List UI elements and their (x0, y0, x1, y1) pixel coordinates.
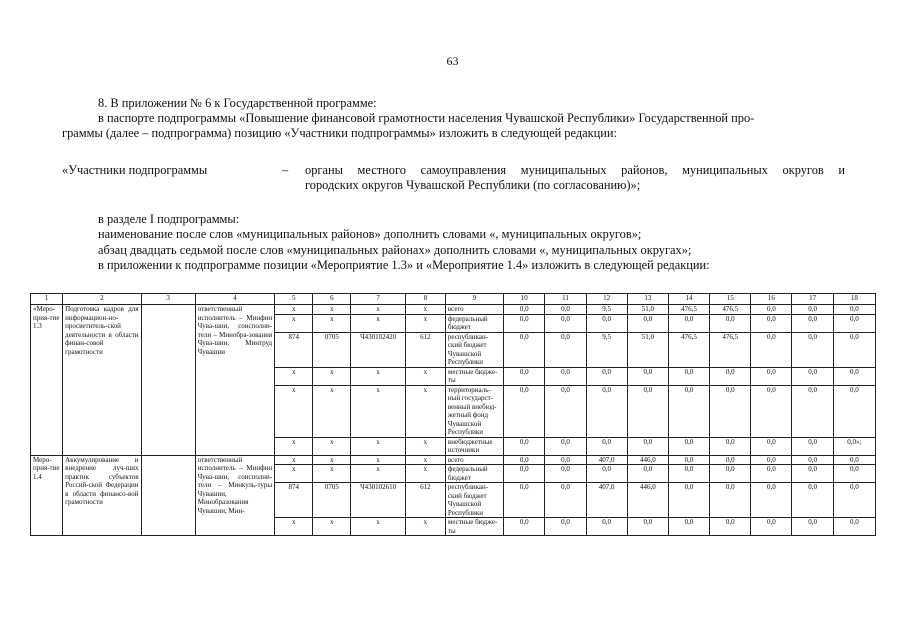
value-cell: 51,0 (627, 332, 668, 367)
value-cell: 0,0 (751, 314, 792, 332)
value-cell: 0,0 (710, 367, 751, 385)
value-cell: 476,5 (668, 305, 709, 315)
header-cell: 7 (351, 294, 405, 305)
table-cell: 0705 (313, 332, 351, 367)
header-cell: 12 (586, 294, 627, 305)
value-cell: 0,0»; (833, 437, 875, 455)
table-cell: x (275, 465, 313, 483)
table-cell: x (313, 367, 351, 385)
table-cell: x (351, 455, 405, 465)
table-cell: x (313, 465, 351, 483)
table-cell: x (405, 367, 445, 385)
table-cell: x (351, 437, 405, 455)
table-cell: x (313, 518, 351, 536)
value-cell: 0,0 (668, 518, 709, 536)
page-number: 63 (446, 54, 459, 68)
table-cell: 874 (275, 483, 313, 518)
value-cell: 0,0 (792, 385, 833, 437)
value-cell: 0,0 (627, 314, 668, 332)
value-cell: 0,0 (792, 314, 833, 332)
value-cell: 0,0 (710, 465, 751, 483)
table-cell: 612 (405, 483, 445, 518)
value-cell: 9,5 (586, 332, 627, 367)
value-cell: 0,0 (833, 483, 875, 518)
value-cell: 0,0 (545, 385, 586, 437)
table-cell: x (351, 385, 405, 437)
measure-name-cell: Подготовка кадров для информацион-но-просветитель-ской деятельности в области финан-совой грамотности (63, 305, 141, 456)
value-cell: 0,0 (751, 367, 792, 385)
value-cell: 0,0 (833, 332, 875, 367)
header-cell: 3 (141, 294, 195, 305)
table-cell: Ч430102420 (351, 332, 405, 367)
measure-name-cell: Аккумулирование и внедрение луч-ших практик субъектов Россий-ской Федерации в области финансо-вой грамотности (63, 455, 141, 536)
value-cell: 0,0 (627, 385, 668, 437)
participants-dash: – (282, 163, 289, 177)
value-cell: 0,0 (545, 314, 586, 332)
header-cell: 11 (545, 294, 586, 305)
value-cell: 0,0 (668, 465, 709, 483)
value-cell: 0,0 (545, 518, 586, 536)
value-cell: 9,5 (586, 305, 627, 315)
value-cell: 0,0 (586, 367, 627, 385)
table-header-row (31, 294, 876, 305)
value-cell: 0,0 (545, 305, 586, 315)
value-cell: 0,0 (545, 455, 586, 465)
value-cell: 0,0 (751, 437, 792, 455)
source-cell: республикан-ский бюджет Чувашской Республики (445, 483, 503, 518)
value-cell: 0,0 (545, 465, 586, 483)
value-cell: 0,0 (751, 465, 792, 483)
paragraph-passport-line-1: в паспорте подпрограммы «Повышение финансовой грамотности населения Чувашской Республики» Государственной про- (98, 111, 755, 125)
source-cell: федеральный бюджет (445, 314, 503, 332)
value-cell: 0,0 (504, 314, 545, 332)
value-cell: 0,0 (833, 385, 875, 437)
table-row (31, 455, 876, 465)
table-cell: x (351, 518, 405, 536)
value-cell: 407,0 (586, 455, 627, 465)
value-cell: 0,0 (668, 437, 709, 455)
participants-label: «Участники подпрограммы (62, 163, 208, 177)
value-cell: 0,0 (710, 314, 751, 332)
value-cell: 0,0 (833, 314, 875, 332)
table-cell: x (351, 367, 405, 385)
value-cell: 0,0 (751, 332, 792, 367)
table-cell: x (405, 437, 445, 455)
header-cell: 13 (627, 294, 668, 305)
header-cell: 4 (195, 294, 274, 305)
value-cell: 0,0 (833, 455, 875, 465)
value-cell: 446,0 (627, 483, 668, 518)
measures-table (30, 293, 876, 536)
source-cell: республикан-ский бюджет Чувашской Республики (445, 332, 503, 367)
value-cell: 0,0 (504, 483, 545, 518)
value-cell: 0,0 (504, 437, 545, 455)
table-cell: x (313, 437, 351, 455)
table-cell: x (313, 455, 351, 465)
participants-text (305, 163, 845, 193)
section-line-1: в разделе I подпрограммы: (98, 212, 240, 226)
value-cell: 0,0 (504, 455, 545, 465)
value-cell: 0,0 (668, 314, 709, 332)
header-cell: 15 (710, 294, 751, 305)
value-cell: 0,0 (710, 455, 751, 465)
value-cell: 0,0 (668, 367, 709, 385)
table-cell: x (275, 314, 313, 332)
value-cell: 0,0 (792, 455, 833, 465)
value-cell: 446,0 (627, 455, 668, 465)
measure-number-cell: «Меро-прия-тие 1.3 (31, 305, 63, 456)
value-cell: 0,0 (792, 305, 833, 315)
value-cell: 0,0 (668, 385, 709, 437)
table-cell: x (405, 465, 445, 483)
participants-text-line-1: органы местного самоуправления муниципальных районов, муниципальных округов и (305, 163, 845, 177)
value-cell: 0,0 (504, 332, 545, 367)
value-cell: 0,0 (586, 465, 627, 483)
header-cell: 5 (275, 294, 313, 305)
section-line-2: наименование после слов «муниципальных районов» дополнить словами «, муниципальных округов»; (98, 227, 642, 241)
value-cell: 0,0 (792, 518, 833, 536)
value-cell: 0,0 (710, 518, 751, 536)
value-cell: 407,0 (586, 483, 627, 518)
paragraph-8: 8. В приложении № 6 к Государственной программе: (98, 96, 377, 110)
table-row (31, 305, 876, 315)
value-cell: 0,0 (751, 385, 792, 437)
value-cell: 0,0 (504, 305, 545, 315)
participants-text-line-2: городских округов Чувашской Республики (по согласованию)»; (305, 178, 641, 192)
value-cell: 0,0 (792, 367, 833, 385)
value-cell: 0,0 (627, 437, 668, 455)
header-cell: 18 (833, 294, 875, 305)
value-cell: 0,0 (586, 314, 627, 332)
value-cell: 0,0 (751, 483, 792, 518)
value-cell: 0,0 (668, 455, 709, 465)
value-cell: 0,0 (504, 367, 545, 385)
table-cell: x (275, 437, 313, 455)
value-cell: 0,0 (710, 483, 751, 518)
value-cell: 476,5 (710, 332, 751, 367)
value-cell: 476,5 (710, 305, 751, 315)
table-cell: x (351, 305, 405, 315)
empty-cell (141, 305, 195, 456)
table-cell: x (405, 455, 445, 465)
value-cell: 0,0 (586, 385, 627, 437)
value-cell: 0,0 (586, 518, 627, 536)
value-cell: 0,0 (668, 483, 709, 518)
value-cell: 0,0 (792, 332, 833, 367)
value-cell: 0,0 (792, 437, 833, 455)
value-cell: 0,0 (710, 385, 751, 437)
value-cell: 0,0 (627, 367, 668, 385)
table-cell: x (405, 385, 445, 437)
table-cell: x (405, 314, 445, 332)
value-cell: 0,0 (545, 332, 586, 367)
source-cell: федеральный бюджет (445, 465, 503, 483)
header-cell: 6 (313, 294, 351, 305)
table-cell: x (313, 305, 351, 315)
value-cell: 0,0 (545, 483, 586, 518)
header-cell: 9 (445, 294, 503, 305)
executor-cell: ответственный исполнитель – Минфин Чува-шии, соисполни-тели – Минобра-зования Чува-шии, Минтруд Чувашии (195, 305, 274, 456)
table-cell: x (405, 518, 445, 536)
value-cell: 0,0 (545, 367, 586, 385)
table-cell: 874 (275, 332, 313, 367)
paragraph-passport-line-2: граммы (далее – подпрограмма) позицию «Участники подпрограммы» изложить в следующей редакции: (62, 126, 617, 140)
table-cell: x (275, 518, 313, 536)
table-cell: x (313, 385, 351, 437)
table-cell: x (351, 314, 405, 332)
section-line-4: в приложении к подпрограмме позиции «Мероприятие 1.3» и «Мероприятие 1.4» изложить в следующей редакции: (98, 258, 710, 272)
header-cell: 14 (668, 294, 709, 305)
table-cell: x (313, 314, 351, 332)
table-cell: x (275, 367, 313, 385)
value-cell: 0,0 (627, 465, 668, 483)
header-cell: 8 (405, 294, 445, 305)
value-cell: 0,0 (586, 437, 627, 455)
section-line-3: абзац двадцать седьмой после слов «муниципальных районах» дополнить словами «, муниципальных округах»; (98, 243, 692, 257)
empty-cell (141, 455, 195, 536)
value-cell: 0,0 (751, 518, 792, 536)
table-cell: x (275, 385, 313, 437)
header-cell: 1 (31, 294, 63, 305)
table-cell: 612 (405, 332, 445, 367)
source-cell: местные бюдже-ты (445, 367, 503, 385)
executor-cell: ответственный исполнитель – Минфин Чува-шии, соисполни-тели – Минкуль-туры Чувашии, Минобразования Чувашии, Мин- (195, 455, 274, 536)
value-cell: 0,0 (833, 367, 875, 385)
value-cell: 0,0 (710, 437, 751, 455)
value-cell: 0,0 (751, 305, 792, 315)
value-cell: 0,0 (504, 385, 545, 437)
value-cell: 0,0 (833, 518, 875, 536)
header-cell: 2 (63, 294, 141, 305)
source-cell: внебюджетные источники (445, 437, 503, 455)
table-cell: x (405, 305, 445, 315)
value-cell: 0,0 (545, 437, 586, 455)
source-cell: местные бюдже-ты (445, 518, 503, 536)
measure-number-cell: Меро-прия-тие 1.4 (31, 455, 63, 536)
value-cell: 0,0 (833, 305, 875, 315)
table-cell: x (275, 305, 313, 315)
table-cell: x (275, 455, 313, 465)
source-cell: всего (445, 305, 503, 315)
value-cell: 0,0 (792, 465, 833, 483)
source-cell: всего (445, 455, 503, 465)
table-cell: Ч430102610 (351, 483, 405, 518)
header-cell: 10 (504, 294, 545, 305)
value-cell: 0,0 (792, 483, 833, 518)
value-cell: 0,0 (751, 455, 792, 465)
table-cell: x (351, 465, 405, 483)
value-cell: 0,0 (504, 518, 545, 536)
value-cell: 51,0 (627, 305, 668, 315)
value-cell: 0,0 (833, 465, 875, 483)
value-cell: 0,0 (504, 465, 545, 483)
source-cell: территориаль-ный государст-венный внебюд-жетный фонд Чувашской Республики (445, 385, 503, 437)
table-cell: 0705 (313, 483, 351, 518)
value-cell: 0,0 (627, 518, 668, 536)
header-cell: 16 (751, 294, 792, 305)
value-cell: 476,5 (668, 332, 709, 367)
header-cell: 17 (792, 294, 833, 305)
